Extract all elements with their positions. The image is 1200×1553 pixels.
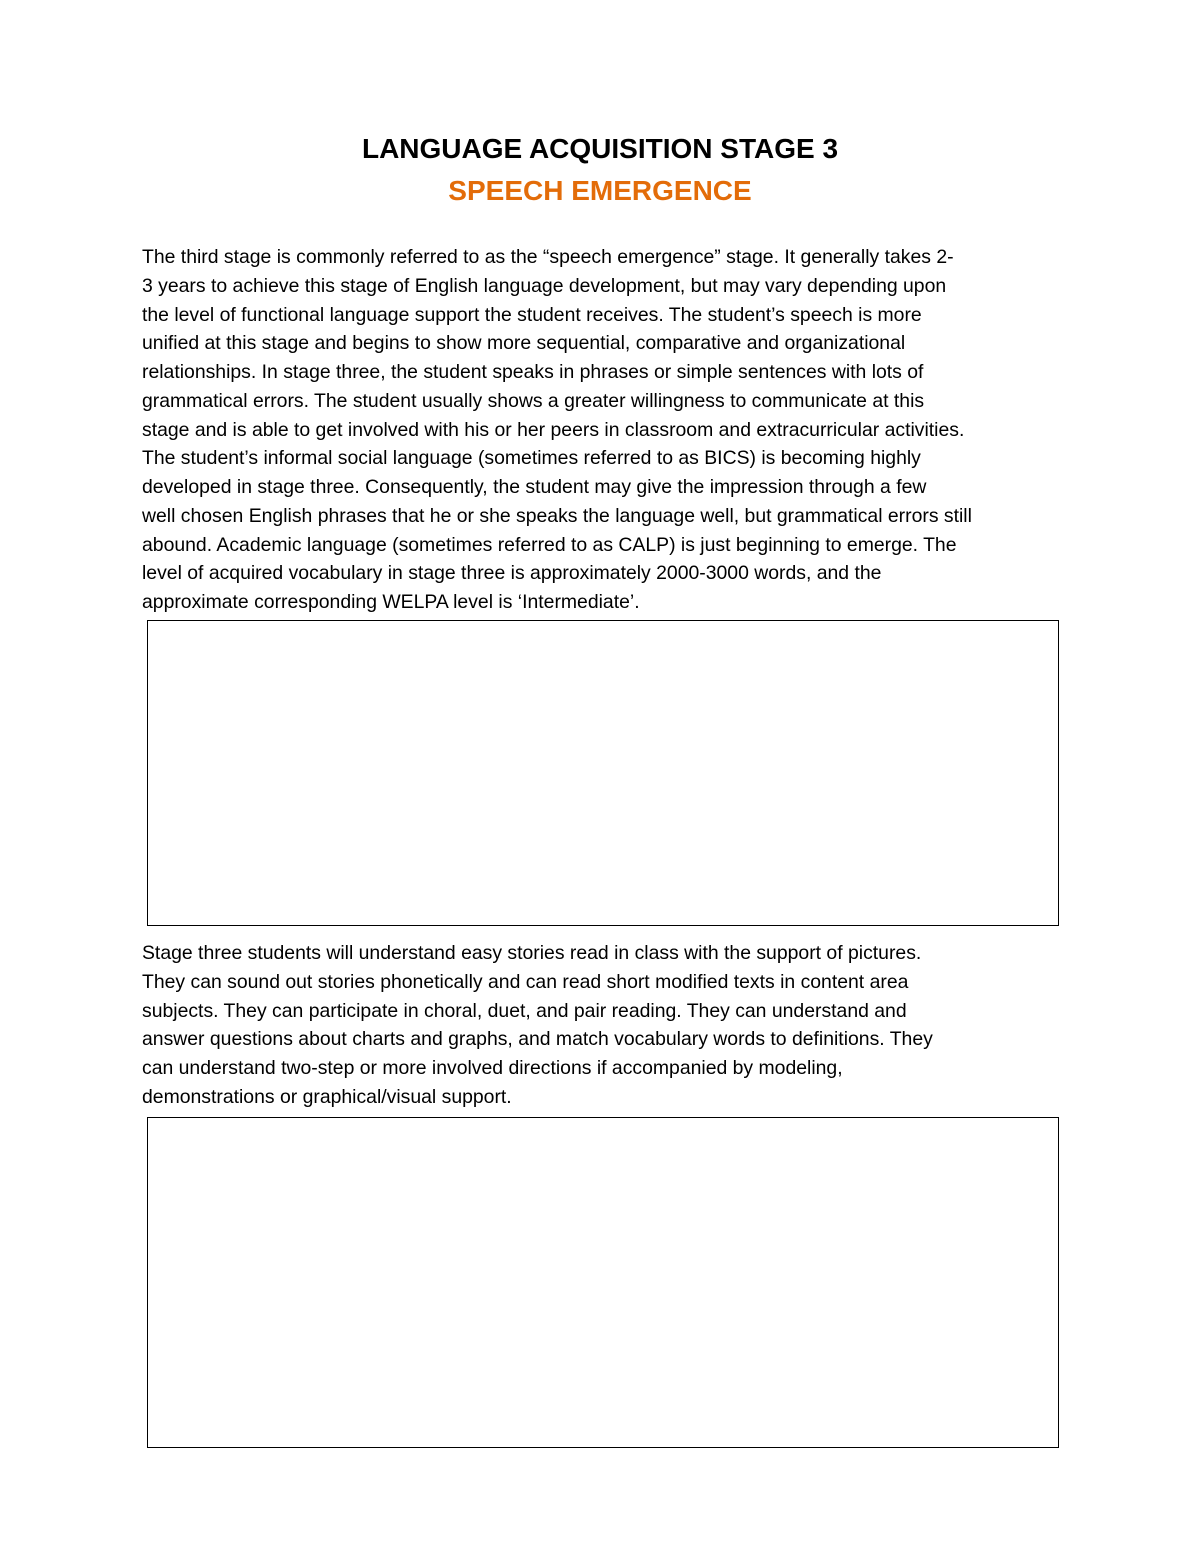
paragraph-line: developed in stage three. Consequently, the student may give the impression through a few bbox=[142, 476, 927, 498]
paragraph-line: Stage three students will understand easy stories read in class with the support of pictures. bbox=[142, 942, 922, 964]
paragraph-line: They can sound out stories phonetically and can read short modified texts in content area bbox=[142, 970, 909, 993]
page-title: LANGUAGE ACQUISITION STAGE 3 bbox=[361, 133, 839, 164]
paragraph-line: approximate corresponding WELPA level is ‘Intermediate’. bbox=[142, 591, 640, 613]
paragraph-line: The third stage is commonly referred to as the “speech emergence” stage. It generally takes 2- bbox=[142, 246, 954, 268]
paragraph-line: relationships. In stage three, the student speaks in phrases or simple sentences with lots of bbox=[142, 361, 924, 383]
paragraph-line: grammatical errors. The student usually shows a greater willingness to communicate at this bbox=[142, 389, 925, 412]
paragraph-line: The student’s informal social language (sometimes referred to as BICS) is becoming highly bbox=[142, 447, 921, 470]
paragraph-line: the level of functional language support the student receives. The student’s speech is more bbox=[142, 303, 922, 326]
paragraph-line: well chosen English phrases that he or she speaks the language well, but grammatical errors still bbox=[142, 504, 972, 527]
response-box-1[interactable] bbox=[147, 620, 1059, 926]
paragraph-line: unified at this stage and begins to show more sequential, comparative and organizational bbox=[142, 332, 906, 355]
paragraph-line: answer questions about charts and graphs, and match vocabulary words to definitions. They bbox=[142, 1028, 933, 1051]
paragraph-stage-description bbox=[142, 243, 1067, 617]
paragraph-line: 3 years to achieve this stage of English language development, but may vary depending upon bbox=[142, 274, 947, 297]
paragraph-line: can understand two-step or more involved directions if accompanied by modeling, bbox=[142, 1057, 843, 1079]
paragraph-line: stage and is able to get involved with his or her peers in classroom and extracurricular activities. bbox=[142, 418, 965, 441]
page-subtitle: SPEECH EMERGENCE bbox=[448, 175, 752, 206]
paragraph-reading-skills bbox=[142, 939, 1067, 1112]
paragraph-line: subjects. They can participate in choral, duet, and pair reading. They can understand and bbox=[142, 999, 907, 1022]
paragraph-line: level of acquired vocabulary in stage three is approximately 2000-3000 words, and the bbox=[142, 562, 882, 585]
paragraph-line: demonstrations or graphical/visual support. bbox=[142, 1085, 512, 1108]
response-box-2[interactable] bbox=[147, 1117, 1059, 1448]
paragraph-line: abound. Academic language (sometimes referred to as CALP) is just beginning to emerge. The bbox=[142, 533, 957, 556]
